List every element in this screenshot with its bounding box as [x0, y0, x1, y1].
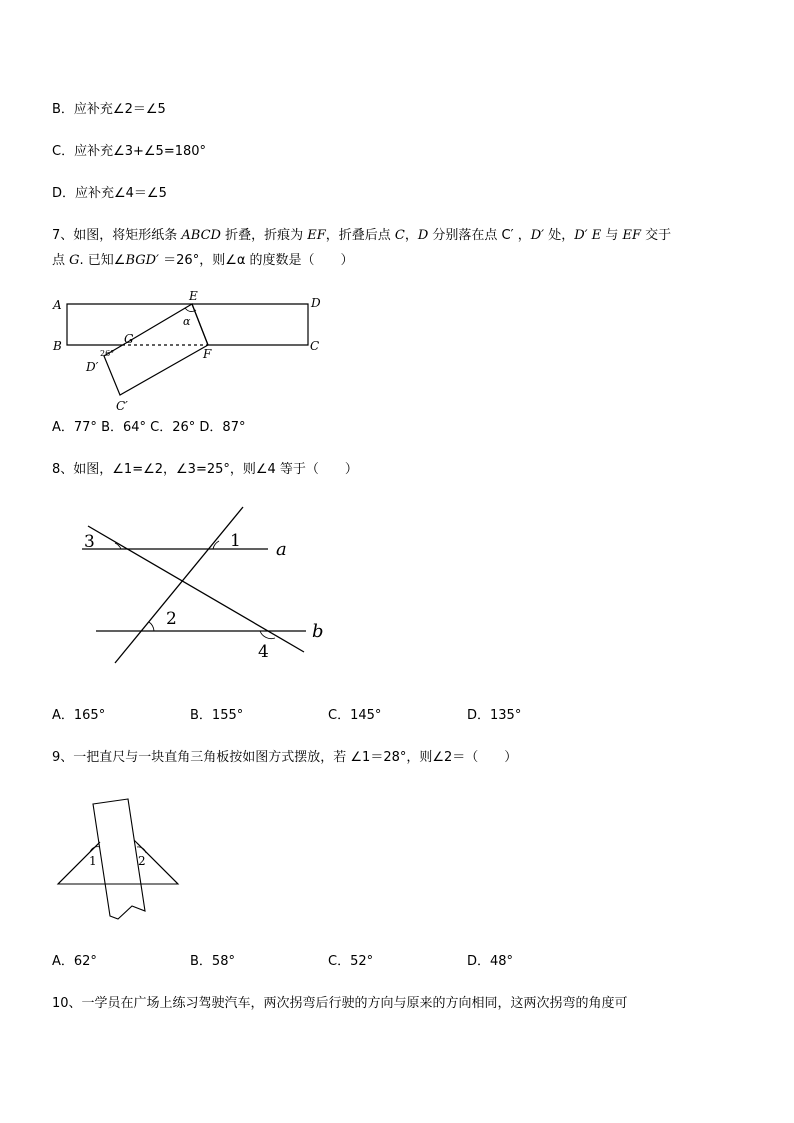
label-d-prime: D′ — [86, 360, 99, 374]
q7-text-line2: 点 G. 已知∠BGD′ ＝26°，则∠α 的度数是（ ） — [52, 253, 354, 268]
label-d: D — [311, 296, 321, 310]
q7-text-line1: 7、如图，将矩形纸条 ABCD 折叠，折痕为 EF，折叠后点 C，D 分别落在点 C′ ，D′ 处，D′ E 与 EF 交于 — [52, 228, 672, 243]
option-b: B．应补充∠2＝∠5 — [52, 102, 166, 117]
q9-option-c: C．52° — [328, 954, 374, 969]
option-d: D．应补充∠4＝∠5 — [52, 186, 167, 201]
q8-option-d: D．135° — [467, 708, 522, 723]
q7-options: A．77° B．64° C．26° D．87° — [52, 420, 246, 435]
angle-2-arc — [137, 847, 146, 853]
q8-option-a: A．165° — [52, 708, 106, 723]
label-g: G — [124, 332, 134, 346]
label-f: F — [203, 347, 212, 361]
q8-option-b: B．155° — [190, 708, 244, 723]
label-c: C — [310, 339, 320, 353]
label-4: 4 — [258, 642, 269, 662]
q9-option-a: A．62° — [52, 954, 97, 969]
q10-text: 10、一学员在广场上练习驾驶汽车，两次拐弯后行驶的方向与原来的方向相同，这两次拐弯的角度可 — [52, 996, 628, 1011]
label-26deg: 26° — [100, 349, 115, 358]
q9-option-b: B．58° — [190, 954, 235, 969]
label-b: B — [53, 339, 62, 353]
label-1: 1 — [230, 531, 241, 551]
label-2: 2 — [138, 854, 146, 868]
q8-option-c: C．145° — [328, 708, 382, 723]
label-e: E — [189, 289, 198, 303]
q8-text: 8、如图，∠1=∠2，∠3=25°，则∠4 等于（ ） — [52, 462, 358, 477]
label-a: A — [53, 298, 62, 312]
label-2: 2 — [166, 609, 177, 629]
label-b: b — [312, 621, 324, 642]
label-1: 1 — [89, 854, 97, 868]
label-3: 3 — [84, 532, 95, 552]
label-c-prime: C′ — [116, 399, 128, 413]
option-c: C．应补充∠3+∠5=180° — [52, 144, 207, 159]
q9-text: 9、一把直尺与一块直角三角板按如图方式摆放，若 ∠1＝28°，则∠2＝（ ） — [52, 750, 518, 765]
label-a: a — [276, 539, 287, 560]
label-alpha: α — [183, 315, 191, 328]
q9-option-d: D．48° — [467, 954, 514, 969]
